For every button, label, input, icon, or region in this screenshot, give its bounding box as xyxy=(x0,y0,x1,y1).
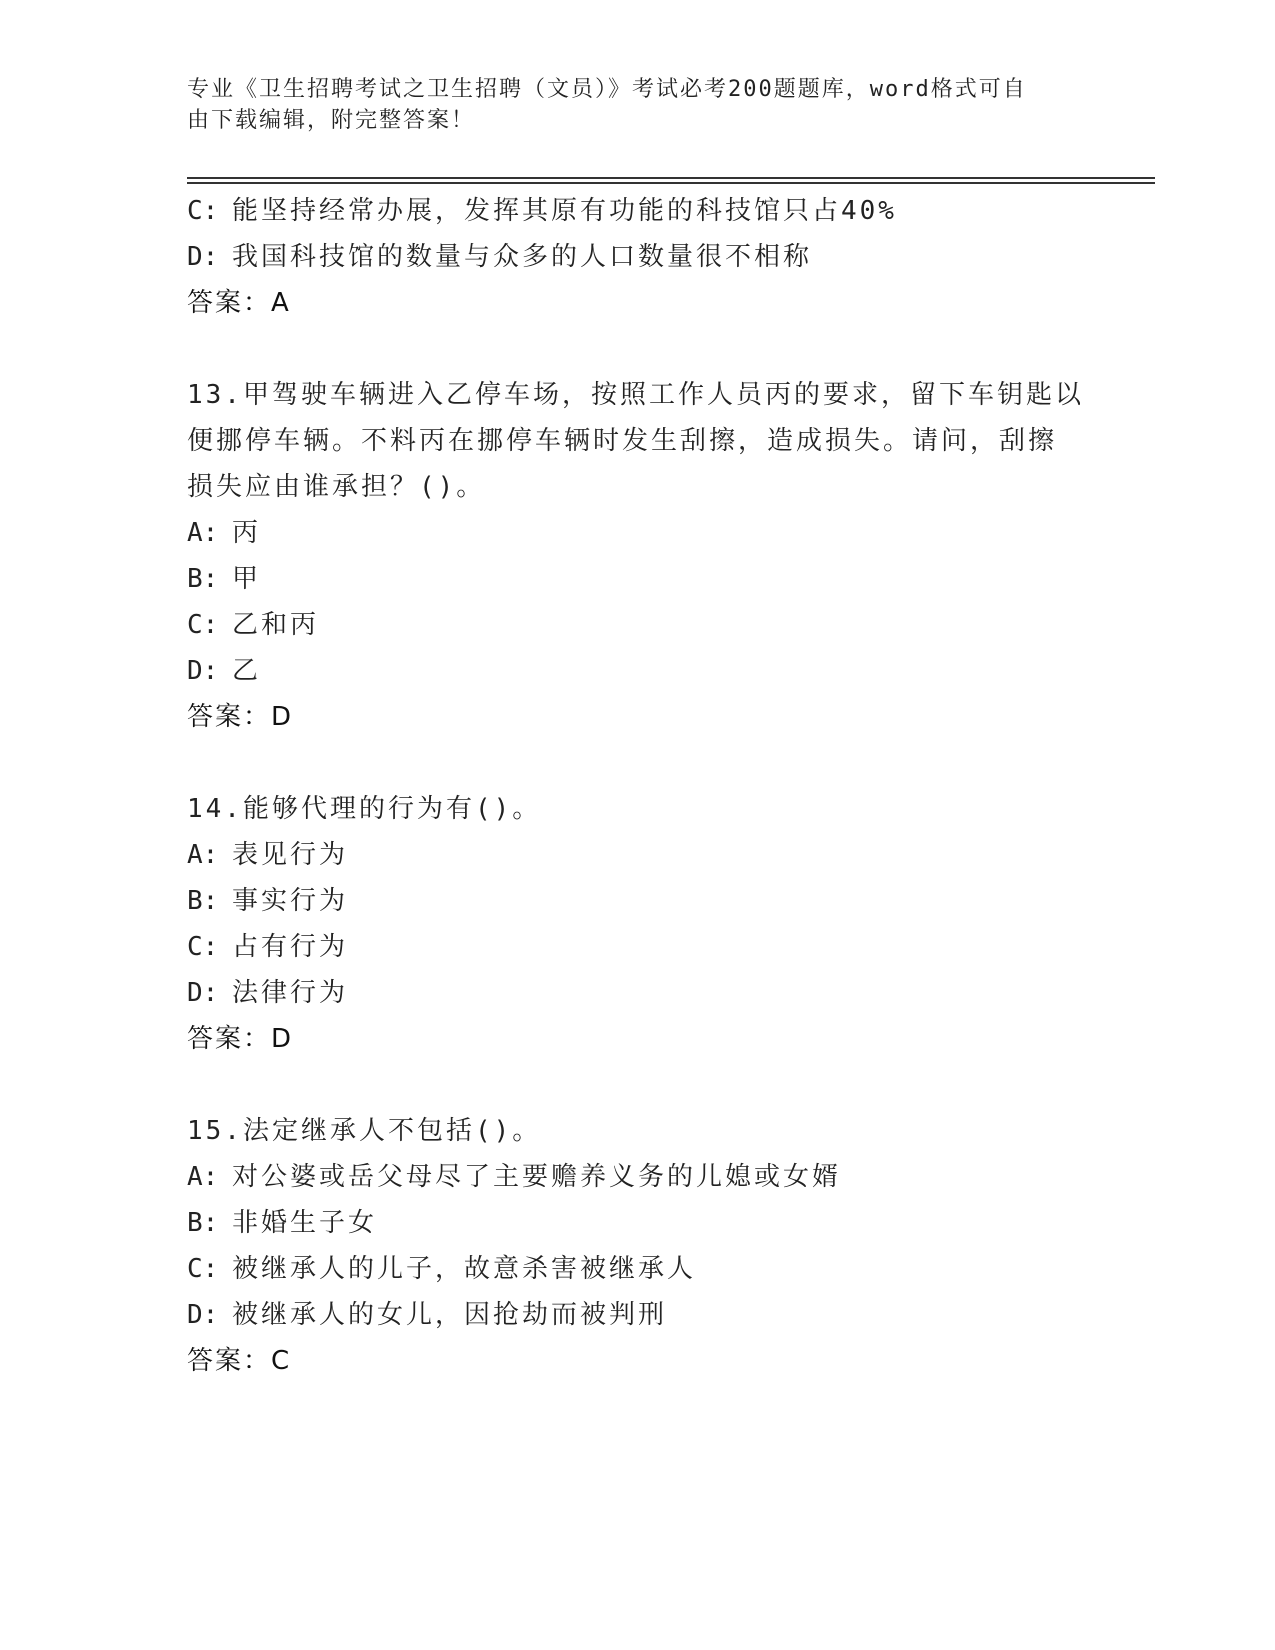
option-text: 甲 xyxy=(232,564,262,594)
answer-line: 答案：A xyxy=(187,288,291,318)
option-label: D: xyxy=(187,242,219,272)
carryover-question xyxy=(187,188,1127,326)
answer-line: 答案：D xyxy=(187,1024,294,1054)
question-14 xyxy=(187,786,1127,1062)
option-label: B: xyxy=(187,886,219,916)
option-label: D: xyxy=(187,1300,219,1330)
option-c xyxy=(187,602,1127,648)
option-c xyxy=(187,188,1127,234)
question-15 xyxy=(187,1108,1127,1384)
answer-line: 答案：D xyxy=(187,702,294,732)
option-b xyxy=(187,1200,1127,1246)
option-a xyxy=(187,510,1127,556)
question-stem-line: 14.能够代理的行为有()。 xyxy=(187,794,542,824)
option-c xyxy=(187,924,1127,970)
option-label: A: xyxy=(187,1162,219,1192)
question-13 xyxy=(187,372,1127,740)
header-title-line-1: 专业《卫生招聘考试之卫生招聘（文员）》考试必考200题题库，word格式可自 xyxy=(187,77,1027,102)
option-c xyxy=(187,1246,1127,1292)
document-header xyxy=(187,74,1067,136)
option-label: A: xyxy=(187,518,219,548)
question-stem-line: 15.法定继承人不包括()。 xyxy=(187,1116,542,1146)
option-text: 法律行为 xyxy=(232,978,349,1008)
option-label: C: xyxy=(187,1254,219,1284)
option-a xyxy=(187,832,1127,878)
option-label: A: xyxy=(187,840,219,870)
question-stem-line: 损失应由谁承担？()。 xyxy=(187,472,486,502)
option-label: D: xyxy=(187,656,219,686)
option-d xyxy=(187,234,1127,280)
option-text: 表见行为 xyxy=(232,840,349,870)
option-label: C: xyxy=(187,196,219,226)
option-b xyxy=(187,878,1127,924)
option-text: 事实行为 xyxy=(232,886,349,916)
header-title-line-2: 由下载编辑，附完整答案！ xyxy=(187,108,476,133)
spacer xyxy=(187,740,1127,786)
header-divider-bottom xyxy=(187,182,1155,184)
option-text: 被继承人的儿子，故意杀害被继承人 xyxy=(232,1254,697,1284)
option-text: 被继承人的女儿，因抢劫而被判刑 xyxy=(232,1300,668,1330)
option-label: C: xyxy=(187,610,219,640)
option-label: B: xyxy=(187,1208,219,1238)
header-divider-top xyxy=(187,177,1155,179)
answer-line: 答案：C xyxy=(187,1346,292,1376)
option-text: 对公婆或岳父母尽了主要赡养义务的儿媳或女婿 xyxy=(232,1162,842,1192)
option-text: 乙 xyxy=(232,656,262,686)
question-stem-line: 13.甲驾驶车辆进入乙停车场，按照工作人员丙的要求，留下车钥匙以 xyxy=(187,380,1084,410)
question-content xyxy=(187,188,1127,1384)
option-text: 能坚持经常办展，发挥其原有功能的科技馆只占40% xyxy=(232,196,897,226)
option-d xyxy=(187,648,1127,694)
question-stem-line: 便挪停车辆。不料丙在挪停车辆时发生刮擦，造成损失。请问，刮擦 xyxy=(187,426,1058,456)
option-d xyxy=(187,1292,1127,1338)
option-text: 乙和丙 xyxy=(232,610,320,640)
option-b xyxy=(187,556,1127,602)
option-text: 我国科技馆的数量与众多的人口数量很不相称 xyxy=(232,242,813,272)
option-text: 非婚生子女 xyxy=(232,1208,378,1238)
option-a xyxy=(187,1154,1127,1200)
spacer xyxy=(187,326,1127,372)
option-label: C: xyxy=(187,932,219,962)
option-d xyxy=(187,970,1127,1016)
spacer xyxy=(187,1062,1127,1108)
option-text: 丙 xyxy=(232,518,262,548)
option-label: D: xyxy=(187,978,219,1008)
option-text: 占有行为 xyxy=(232,932,349,962)
option-label: B: xyxy=(187,564,219,594)
